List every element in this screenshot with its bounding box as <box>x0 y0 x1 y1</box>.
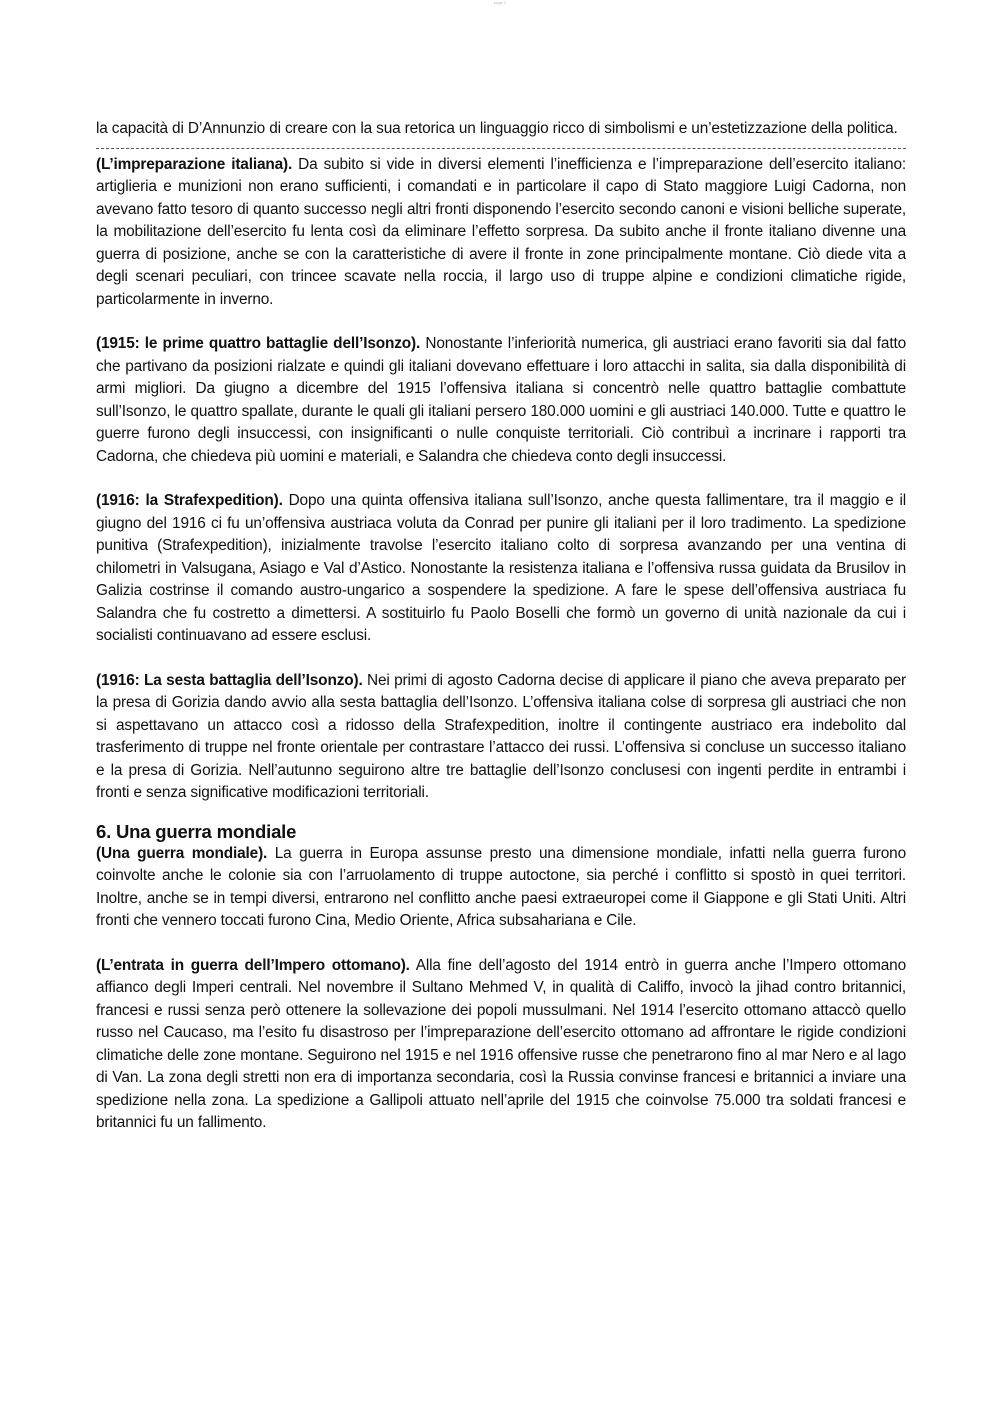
paragraph-text: Da subito si vide in diversi elementi l’inefficienza e l’impreparazione dell’esercito italiano: artiglieria e munizioni non erano sufficienti, i comandati e in particolare il capo di Stato maggiore Luigi Cadorna, non avevano fatto tesoro di quanto successo negli altri fronti disponendo l’esercito secondo canoni e visioni belliche superate, la mobilitazione dell’esercito fu lenta così da eliminare l’effetto sorpresa. Da subito anche il fronte italiano divenne una guerra di posizione, anche se con la caratteristiche di avere il fronte in zone principalmente montane. Ciò diede vita a degli scenari peculiari, con trincee scavate nella roccia, il largo uso di truppe alpine e condizioni climatiche rigide, particolarmente in inverno. <box>96 155 906 308</box>
paragraph-impero-ottomano <box>96 955 906 1135</box>
paragraph-text: Alla fine dell’agosto del 1914 entrò in guerra anche l’Impero ottomano affianco degli Imperi centrali. Nel novembre il Sultano Mehmed V, in qualità di Califfo, invocò la jihad contro britannici, francesi e russi senza però ottenere la sollevazione dei popoli mussulmani. Nel 1914 l’esercito ottomano attaccò quello russo nel Caucaso, ma l’esito fu disastroso per l’impreparazione dell’esercito ottomano ad affrontare le rigide condizioni climatiche delle zone montane. Seguirono nel 1915 e nel 1916 offensive russe che penetrarono fino al mar Nero e al lago di Van. La zona degli stretti non era di importanza secondaria, così la Russia convinse francesi e britannici a inviare una spedizione nella zona. La spedizione a Gallipoli attuato nell’aprile del 1915 che coinvolse 75.000 tra soldati francesi e britannici fu un fallimento. <box>96 956 906 1131</box>
section-heading: 6. Una guerra mondiale <box>96 820 297 842</box>
paragraph-title: (L’entrata in guerra dell’Impero ottomano). <box>96 956 410 974</box>
paragraph-guerra-mondiale <box>96 843 906 933</box>
intro-paragraph: la capacità di D’Annunzio di creare con la sua retorica un linguaggio ricco di simbolismi e un’estetizzazione della politica. <box>96 120 898 137</box>
document-body <box>96 118 906 1135</box>
paragraph-isonzo-1915 <box>96 333 906 468</box>
paragraph-title: (1915: le prime quattro battaglie dell’Isonzo). <box>96 335 421 352</box>
paragraph-text: Nei primi di agosto Cadorna decise di applicare il piano che aveva preparato per la presa di Gorizia dando avvio alla sesta battaglia dell’Isonzo. L’offensiva italiana colse di sorpresa gli austriaci che non si aspettavano un attacco così a ridosso della Strafexpedition, inoltre il contingente austriaco era indebolito dal trasferimento di truppe nel fronte orientale per contrastare l’attacco dei russi. L’offensiva si concluse un successo italiano e la presa di Gorizia. Nell’autunno seguirono altre tre battaglie dell’Isonzo conclusesi con ingenti perdite in entrambi i fronti e senza significative modificazioni territoriali. <box>96 671 906 801</box>
paragraph-strafexpedition <box>96 490 906 648</box>
paragraph-title: (1916: La sesta battaglia dell’Isonzo). <box>96 671 363 689</box>
paragraph-sesta-battaglia <box>96 670 906 805</box>
paragraph-title: (L’impreparazione italiana). <box>96 155 293 173</box>
paragraph-text: La guerra in Europa assunse presto una dimensione mondiale, infatti nella guerra furono coinvolte anche le colonie sia con l’arruolamento di truppe autoctone, sia perché i conflitto si spostò in quei territori. Inoltre, anche se in tempi diversi, entrarono nel conflitto anche paesi extraeuropei come il Giappone e gli Stati Uniti. Altri fronti che vennero toccati furono Cina, Medio Oriente, Africa subsahariana e Cile. <box>96 844 906 929</box>
page-header-mark: page 2 <box>493 0 507 5</box>
paragraph-title: (1916: la Strafexpedition). <box>96 492 283 509</box>
paragraph-impreparazione <box>96 154 906 312</box>
paragraph-text: Dopo una quinta offensiva italiana sull’Isonzo, anche questa fallimentare, tra il maggio e il giugno del 1916 ci fu un’offensiva austriaca voluta da Conrad per punire gli italiani per il loro tradimento. La spedizione punitiva (Strafexpedition), inizialmente travolse l’esercito italiano colto di sorpresa avanzando per una ventina di chilometri in Valsugana, Asiago e Val d’Astico. Nonostante la resistenza italiana e l’offensiva russa guidata da Brusilov in Galizia costrinse il comando austro-ungarico a sospendere la spedizione. A fare le spese dell’offensiva austriaca fu Salandra che fu costretto a dimettersi. A sostituirlo fu Paolo Boselli che formò un governo di unità nazionale da cui i socialisti continuavano ad essere esclusi. <box>96 492 906 644</box>
section-divider <box>96 148 906 149</box>
paragraph-text: Nonostante l’inferiorità numerica, gli austriaci erano favoriti sia dal fatto che partivano da posizioni rialzate e quindi gli italiani dovevano effettuare i loro attacchi in salita, sia dalla disponibilità di armi migliori. Da giugno a dicembre del 1915 l’offensiva italiana si concentrò nelle quattro battaglie combattute sull’Isonzo, le quattro spallate, durante le quali gli italiani persero 180.000 uomini e gli austriaci 140.000. Tutte e quattro le guerre furono degli insuccessi, con insignificanti o nulle conquiste territoriali. Ciò contribuì a incrinare i rapporti tra Cadorna, che chiedeva più uomini e materiali, e Salandra che chiedeva conto degli insuccessi. <box>96 335 906 465</box>
paragraph-title: (Una guerra mondiale). <box>96 844 268 862</box>
